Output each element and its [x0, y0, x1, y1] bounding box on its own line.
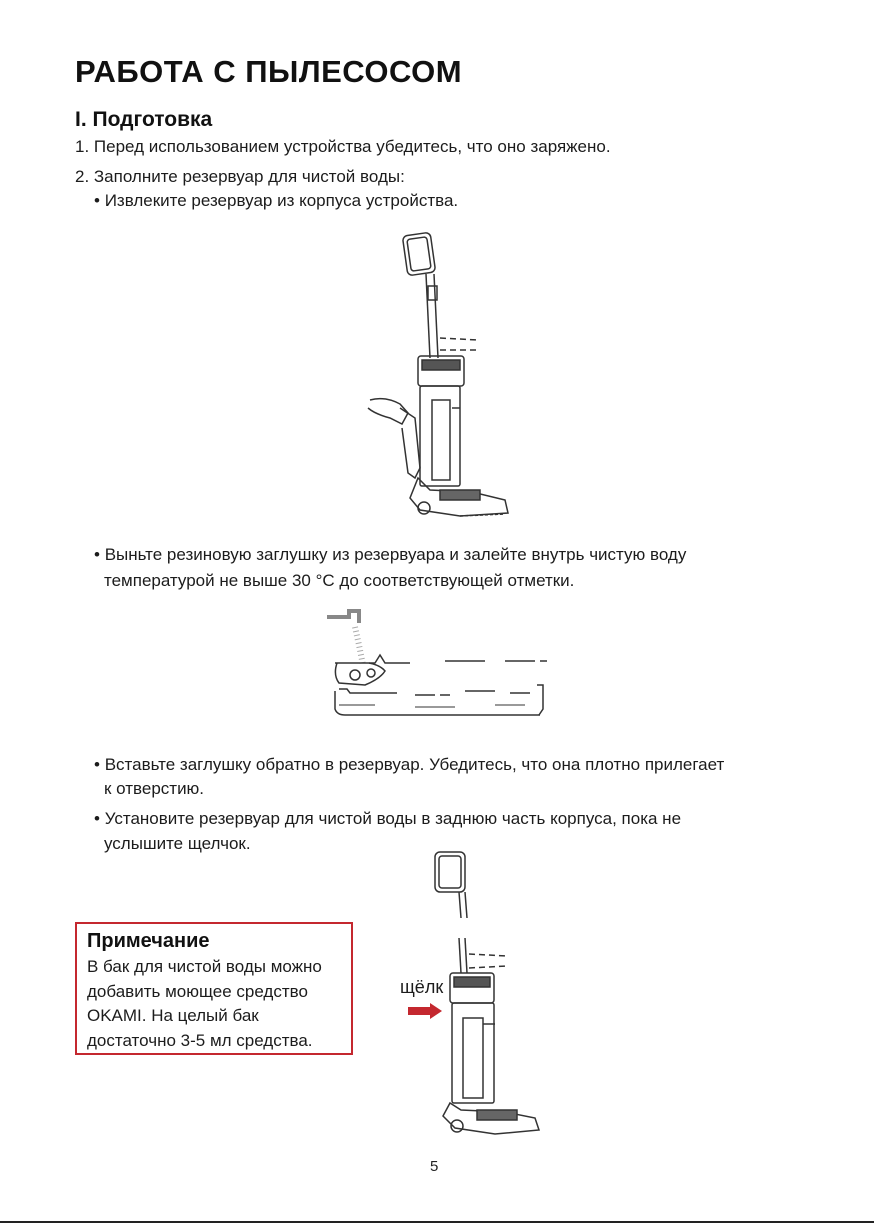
vacuum-illustration [425, 848, 550, 1138]
bullet-fill-water-line1: Выньте резиновую заглушку из резервуара и залейте внутрь чистую воду [104, 545, 687, 564]
section-title: I. Подготовка [75, 108, 213, 131]
bullet-remove-tank-text: Извлеките резервуар из корпуса устройства. [104, 191, 459, 210]
note-box [75, 922, 353, 1055]
bullet-fill-water-line2: температурой не выше 30 °C до соответствующей отметки. [104, 571, 575, 590]
water-tap-illustration [325, 605, 555, 720]
step-1: 1. Перед использованием устройства убедитесь, что оно заряжено. [75, 137, 611, 156]
water-tank-illustration [335, 655, 547, 715]
click-label: щёлк [400, 977, 444, 997]
bullet-insert-plug-line2: к отверстию. [104, 779, 205, 798]
note-title: Примечание [87, 930, 210, 952]
note-line: OKAMI. На целый бак [87, 1006, 259, 1025]
page-number: 5 [430, 1158, 439, 1175]
note-line: достаточно 3-5 мл средства. [87, 1030, 313, 1050]
vacuum-illustration [360, 228, 520, 523]
bullet-insert-plug-line1: Вставьте заглушку обратно в резервуар. Убедитесь, что она плотно прилегает [104, 755, 725, 774]
bullet-fill-water: • Выньте резиновую заглушку из резервуара и залейте внутрь чистую воду [94, 545, 687, 564]
bullet-install-tank: • Установите резервуар для чистой воды в заднюю часть корпуса, пока не [94, 809, 682, 828]
note-line: добавить моющее средство [87, 981, 308, 1001]
bullet-install-tank-line2: услышите щелчок. [104, 834, 251, 853]
bottom-rule [0, 1221, 874, 1223]
step-2: 2. Заполните резервуар для чистой воды: [75, 167, 405, 186]
note-line: В бак для чистой воды можно [87, 957, 322, 976]
bullet-install-tank-line1: Установите резервуар для чистой воды в заднюю часть корпуса, пока не [104, 809, 682, 828]
page-title: РАБОТА С ПЫЛЕСОСОМ [75, 54, 463, 89]
bullet-insert-plug: • Вставьте заглушку обратно в резервуар. Убедитесь, что она плотно прилегает [94, 755, 725, 774]
bullet-remove-tank: • Извлеките резервуар из корпуса устройства. [94, 191, 459, 210]
